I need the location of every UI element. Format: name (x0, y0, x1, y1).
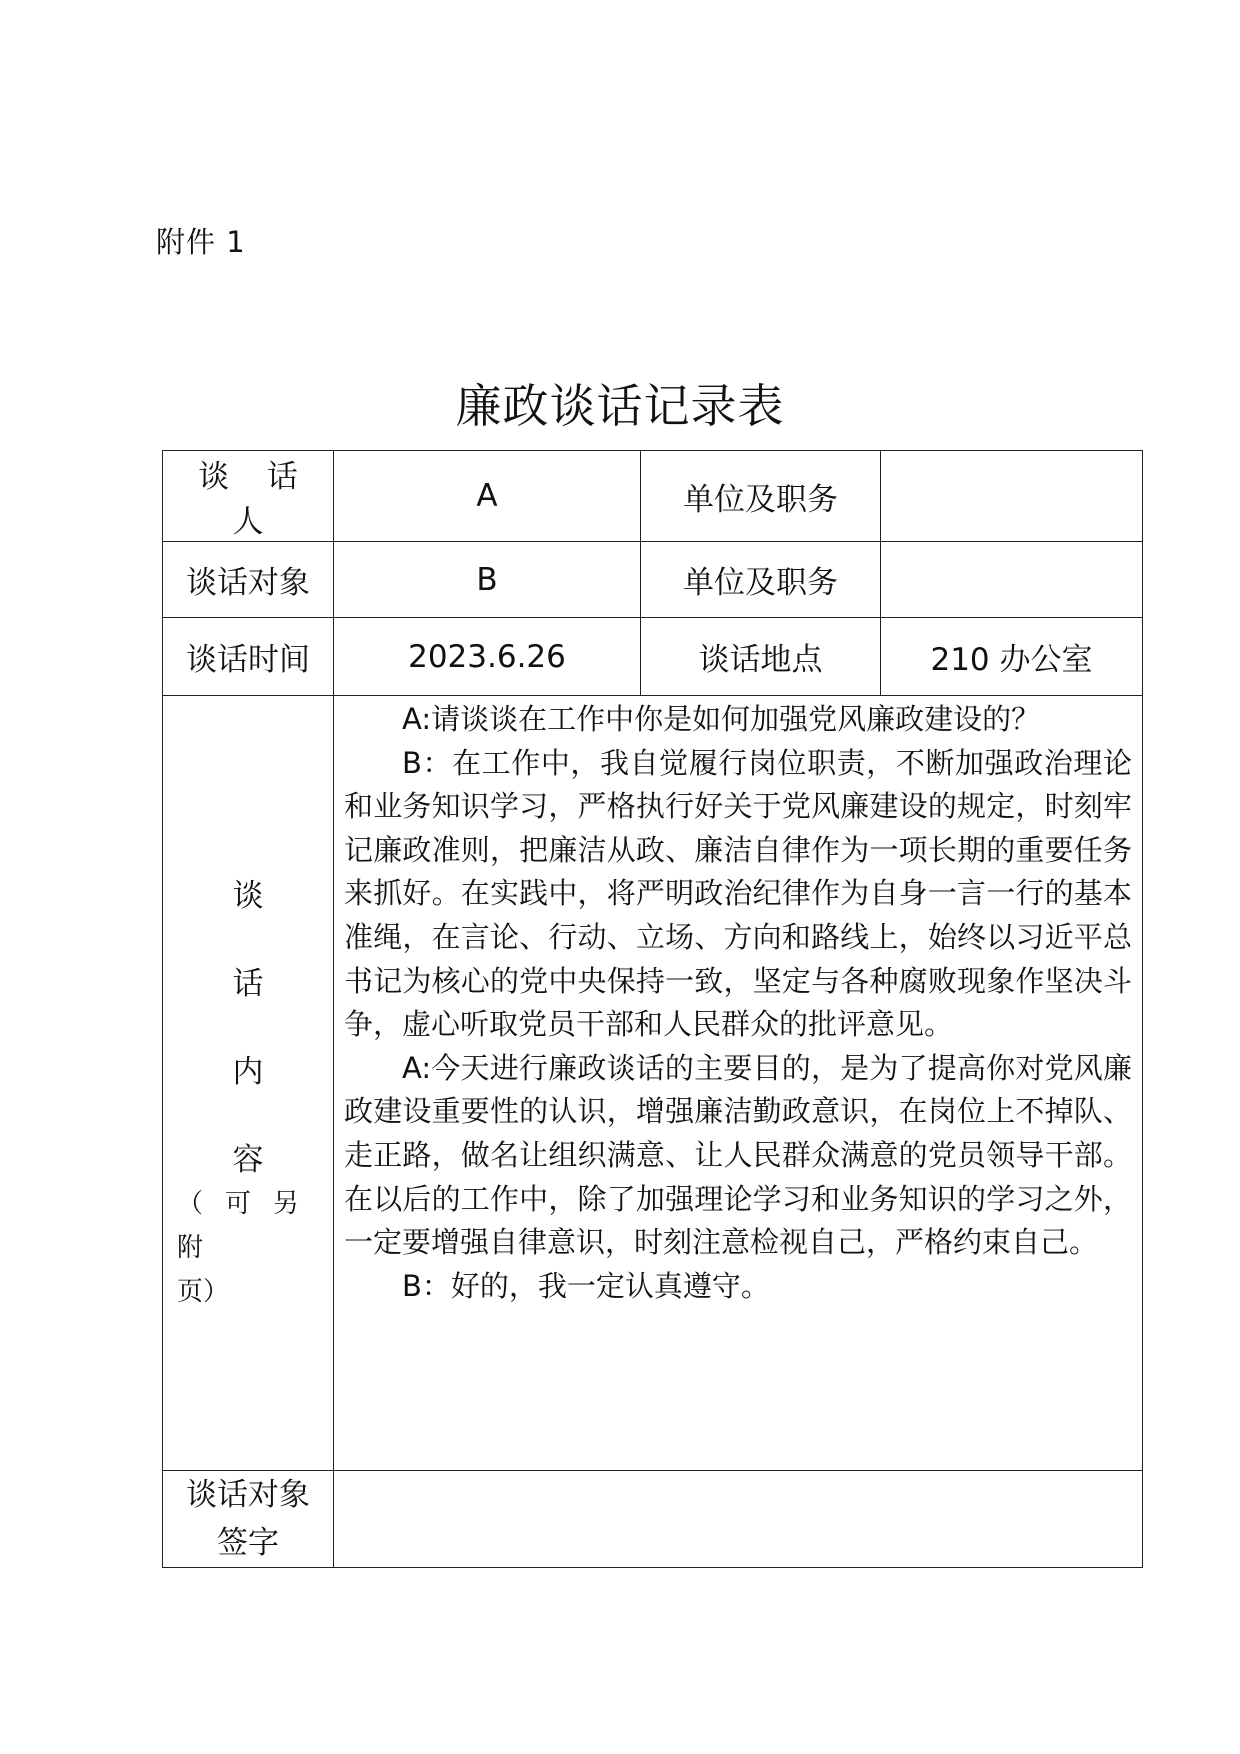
speaker-label: 谈 话 人 (163, 451, 334, 542)
content-label-note (165, 1182, 331, 1314)
content-paragraph: B：在工作中，我自觉履行岗位职责，不断加强政治理论和业务知识学习，严格执行好关于党风廉建设的规定，时刻牢记廉政准则，把廉洁从政、廉洁自律作为一项长期的重要任务来抓好。在实践中，将严明政治纪律作为自身一言一行的基本准绳，在言论、行动、立场、方向和路线上，始终以习近平总书记为核心的党中央保持一致，坚定与各种腐败现象作坚决斗争，虚心听取党员干部和人民群众的批评意见。 (344, 745, 1132, 1042)
subject-unit-value (881, 542, 1143, 618)
page-title: 廉政谈话记录表 (455, 379, 785, 433)
interview-record-table (162, 450, 1143, 1568)
table-row-speaker (163, 451, 1143, 542)
time-value: 2023.6.26 (334, 618, 641, 696)
content-paragraph: B：好的，我一定认真遵守。 (402, 1268, 770, 1303)
content-paragraph: A:今天进行廉政谈话的主要目的，是为了提高你对党风廉政建设重要性的认识，增强廉洁勤政意识，在岗位上不掉队、走正路，做名让组织满意、让人民群众满意的党员领导干部。在以后的工作中，除了加强理论学习和业务知识的学习之外，一定要增强自律意识，时刻注意检视自己，严格约束自己。 (344, 1050, 1132, 1260)
interview-content (334, 696, 1143, 1471)
signature-label (163, 1471, 334, 1568)
content-label-char-1: 谈 (232, 878, 264, 914)
content-label-note-line1: （可另附 (177, 1189, 322, 1263)
signature-label-line1: 谈话对象 (186, 1477, 310, 1513)
content-label-char-4: 容 (232, 1142, 264, 1178)
table-row-content (163, 696, 1143, 1471)
speaker-unit-label: 单位及职务 (641, 451, 881, 542)
speaker-unit-value (881, 451, 1143, 542)
attachment-label: 附件 1 (156, 225, 246, 259)
signature-field[interactable] (334, 1471, 1143, 1568)
place-label: 谈话地点 (641, 618, 881, 696)
table-row-subject (163, 542, 1143, 618)
speaker-value: A (334, 451, 641, 542)
table-row-signature (163, 1471, 1143, 1568)
signature-label-line2: 签字 (217, 1525, 279, 1561)
content-label (163, 696, 334, 1471)
subject-value: B (334, 542, 641, 618)
table-row-time-place (163, 618, 1143, 696)
content-label-char-3: 内 (232, 1054, 264, 1090)
time-label: 谈话时间 (163, 618, 334, 696)
content-label-char-2: 话 (232, 966, 264, 1002)
place-value: 210 办公室 (881, 618, 1143, 696)
subject-label: 谈话对象 (163, 542, 334, 618)
content-label-note-line2: 页） (177, 1277, 230, 1307)
subject-unit-label: 单位及职务 (641, 542, 881, 618)
content-paragraph: A:请谈谈在工作中你是如何加强党风廉政建设的？ (402, 702, 1041, 736)
